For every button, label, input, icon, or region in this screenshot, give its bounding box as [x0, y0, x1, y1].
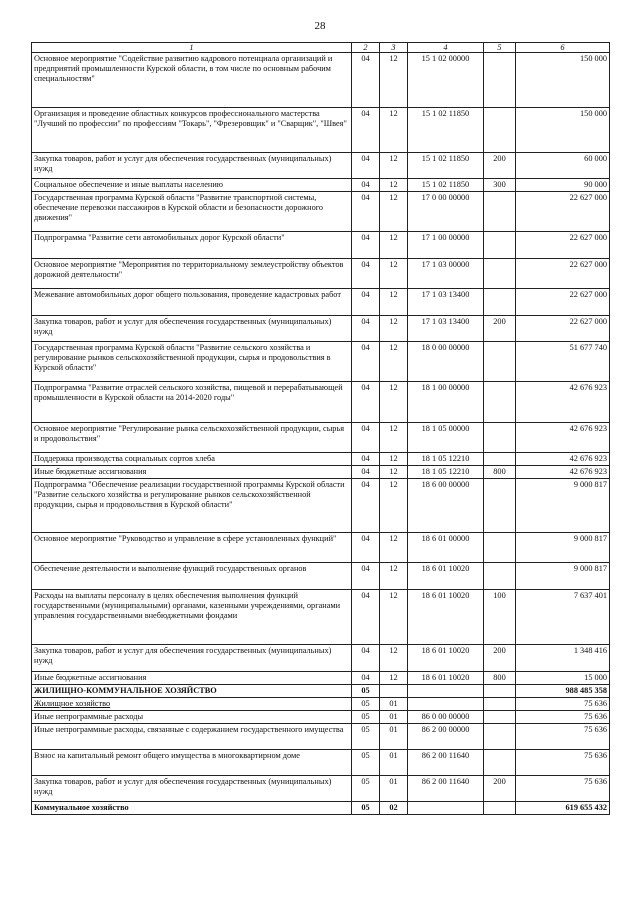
row-section: 04 — [352, 192, 380, 232]
row-name: Поддержка производства социальных сортов хлеба — [32, 453, 352, 466]
row-target-article — [408, 802, 484, 815]
row-target-article: 86 2 00 11640 — [408, 776, 484, 802]
row-amount: 22 627 000 — [516, 259, 610, 289]
row-subsection: 01 — [380, 724, 408, 750]
row-name: Межевание автомобильных дорог общего пользования, проведение кадастровых работ — [32, 289, 352, 316]
row-section: 04 — [352, 563, 380, 590]
header-col-3: 3 — [380, 43, 408, 53]
row-name: Иные непрограммные расходы — [32, 711, 352, 724]
row-amount: 150 000 — [516, 108, 610, 153]
row-expense-type — [484, 232, 516, 259]
row-amount: 22 627 000 — [516, 316, 610, 342]
table-row — [32, 711, 610, 724]
row-name: Подпрограмма "Развитие сети автомобильных дорог Курской области" — [32, 232, 352, 259]
header-col-1: 1 — [32, 43, 352, 53]
table-row — [32, 453, 610, 466]
row-expense-type: 300 — [484, 179, 516, 192]
row-target-article: 17 0 00 00000 — [408, 192, 484, 232]
row-expense-type — [484, 342, 516, 382]
row-section: 04 — [352, 259, 380, 289]
table-row — [32, 645, 610, 672]
row-amount: 75 636 — [516, 724, 610, 750]
row-section: 05 — [352, 776, 380, 802]
budget-table — [31, 42, 610, 815]
row-section: 04 — [352, 316, 380, 342]
row-expense-type — [484, 259, 516, 289]
row-amount: 75 636 — [516, 776, 610, 802]
row-name: Основное мероприятие "Руководство и управление в сфере установленных функций" — [32, 533, 352, 563]
row-target-article: 86 0 00 00000 — [408, 711, 484, 724]
row-target-article: 17 1 00 00000 — [408, 232, 484, 259]
row-subsection: 02 — [380, 802, 408, 815]
table-row — [32, 802, 610, 815]
table-row — [32, 533, 610, 563]
table-row — [32, 53, 610, 108]
table-row — [32, 750, 610, 776]
row-section: 04 — [352, 466, 380, 479]
row-subsection: 01 — [380, 711, 408, 724]
row-subsection: 12 — [380, 479, 408, 533]
row-expense-type — [484, 698, 516, 711]
row-target-article: 18 6 01 10020 — [408, 645, 484, 672]
row-expense-type — [484, 724, 516, 750]
table-row — [32, 259, 610, 289]
row-expense-type: 200 — [484, 645, 516, 672]
table-row — [32, 316, 610, 342]
row-name: Основное мероприятие "Мероприятия по территориальному землеустройству объектов дорожной деятельности" — [32, 259, 352, 289]
row-section: 04 — [352, 382, 380, 423]
row-target-article — [408, 685, 484, 698]
row-amount: 22 627 000 — [516, 192, 610, 232]
table-row — [32, 466, 610, 479]
row-subsection: 12 — [380, 259, 408, 289]
row-target-article: 17 1 03 13400 — [408, 316, 484, 342]
row-amount: 150 000 — [516, 53, 610, 108]
row-subsection: 12 — [380, 533, 408, 563]
row-section: 04 — [352, 533, 380, 563]
table-row — [32, 382, 610, 423]
row-section: 04 — [352, 53, 380, 108]
row-expense-type: 200 — [484, 153, 516, 179]
row-section: 04 — [352, 232, 380, 259]
row-amount: 7 637 401 — [516, 590, 610, 645]
row-target-article: 18 6 00 00000 — [408, 479, 484, 533]
row-target-article: 18 6 01 10020 — [408, 563, 484, 590]
row-target-article — [408, 698, 484, 711]
row-amount: 75 636 — [516, 750, 610, 776]
row-expense-type — [484, 711, 516, 724]
page-number: 28 — [314, 20, 326, 32]
row-subsection: 12 — [380, 179, 408, 192]
row-subsection: 12 — [380, 590, 408, 645]
row-target-article: 17 1 03 13400 — [408, 289, 484, 316]
row-name: Подпрограмма "Развитие отраслей сельского хозяйства, пищевой и перерабатывающей промышленности в Курской области на 2014-2020 годы" — [32, 382, 352, 423]
row-target-article: 18 6 01 10020 — [408, 590, 484, 645]
row-amount: 9 000 817 — [516, 563, 610, 590]
row-amount: 60 000 — [516, 153, 610, 179]
row-amount: 42 676 923 — [516, 382, 610, 423]
table-row — [32, 108, 610, 153]
row-subsection: 12 — [380, 108, 408, 153]
row-section: 05 — [352, 802, 380, 815]
row-section: 05 — [352, 724, 380, 750]
table-row — [32, 289, 610, 316]
row-section: 05 — [352, 698, 380, 711]
row-target-article: 18 0 00 00000 — [408, 342, 484, 382]
row-name: Организация и проведение областных конкурсов профессионального мастерства "Лучший по профессии" по профессиям "Токарь", "Фрезеровщик" и "Сварщик", "Швея" — [32, 108, 352, 153]
row-expense-type — [484, 192, 516, 232]
row-name: Государственная программа Курской области "Развитие сельского хозяйства и регулирование рынков сельскохозяйственной продукции, сырья и продовольствия в Курской области" — [32, 342, 352, 382]
row-name: Жилищное хозяйство — [32, 698, 352, 711]
row-section: 04 — [352, 342, 380, 382]
row-section: 04 — [352, 479, 380, 533]
row-target-article: 15 1 02 11850 — [408, 179, 484, 192]
row-target-article: 86 2 00 00000 — [408, 724, 484, 750]
row-subsection — [380, 685, 408, 698]
row-name: Иные бюджетные ассигнования — [32, 672, 352, 685]
row-amount: 15 000 — [516, 672, 610, 685]
row-section: 04 — [352, 590, 380, 645]
row-amount: 90 000 — [516, 179, 610, 192]
row-section: 04 — [352, 289, 380, 316]
row-expense-type — [484, 802, 516, 815]
row-name: Социальное обеспечение и иные выплаты населению — [32, 179, 352, 192]
row-amount: 75 636 — [516, 698, 610, 711]
row-expense-type — [484, 685, 516, 698]
row-target-article: 18 1 05 00000 — [408, 423, 484, 453]
table-row — [32, 698, 610, 711]
row-name: Обеспечение деятельности и выполнение функций государственных органов — [32, 563, 352, 590]
row-target-article: 18 6 01 10020 — [408, 672, 484, 685]
header-col-4: 4 — [408, 43, 484, 53]
row-section: 04 — [352, 453, 380, 466]
row-name: Закупка товаров, работ и услуг для обеспечения государственных (муниципальных) нужд — [32, 153, 352, 179]
row-expense-type: 200 — [484, 316, 516, 342]
row-expense-type — [484, 453, 516, 466]
table-row — [32, 563, 610, 590]
row-amount: 42 676 923 — [516, 423, 610, 453]
row-target-article: 86 2 00 11640 — [408, 750, 484, 776]
row-expense-type: 200 — [484, 776, 516, 802]
table-row — [32, 179, 610, 192]
row-subsection: 12 — [380, 53, 408, 108]
row-amount: 75 636 — [516, 711, 610, 724]
row-target-article: 15 1 02 00000 — [408, 53, 484, 108]
row-expense-type — [484, 423, 516, 453]
row-subsection: 12 — [380, 192, 408, 232]
header-col-5: 5 — [484, 43, 516, 53]
row-subsection: 12 — [380, 382, 408, 423]
row-expense-type — [484, 533, 516, 563]
row-target-article: 15 1 02 11850 — [408, 108, 484, 153]
row-amount: 988 485 358 — [516, 685, 610, 698]
row-section: 04 — [352, 672, 380, 685]
row-section: 05 — [352, 711, 380, 724]
row-section: 04 — [352, 153, 380, 179]
row-name: Закупка товаров, работ и услуг для обеспечения государственных (муниципальных) нужд — [32, 645, 352, 672]
row-expense-type — [484, 289, 516, 316]
row-subsection: 12 — [380, 466, 408, 479]
table-row — [32, 590, 610, 645]
row-target-article: 15 1 02 11850 — [408, 153, 484, 179]
row-subsection: 01 — [380, 698, 408, 711]
row-amount: 619 655 432 — [516, 802, 610, 815]
row-name: ЖИЛИЩНО-КОММУНАЛЬНОЕ ХОЗЯЙСТВО — [32, 685, 352, 698]
table-row — [32, 423, 610, 453]
table-body — [32, 53, 610, 815]
row-target-article: 18 1 00 00000 — [408, 382, 484, 423]
row-target-article: 18 1 05 12210 — [408, 466, 484, 479]
row-name: Основное мероприятие "Содействие развитию кадрового потенциала организаций и предприятий промышленности Курской области, в том числе по основным рабочим специальностям" — [32, 53, 352, 108]
row-name: Взнос на капитальный ремонт общего имущества в многоквартирном доме — [32, 750, 352, 776]
row-name: Иные непрограммные расходы, связанные с содержанием государственного имущества — [32, 724, 352, 750]
row-expense-type — [484, 53, 516, 108]
row-amount: 22 627 000 — [516, 289, 610, 316]
row-target-article: 17 1 03 00000 — [408, 259, 484, 289]
row-subsection: 12 — [380, 423, 408, 453]
row-subsection: 12 — [380, 289, 408, 316]
row-target-article: 18 6 01 00000 — [408, 533, 484, 563]
row-expense-type — [484, 563, 516, 590]
row-amount: 42 676 923 — [516, 466, 610, 479]
row-name: Закупка товаров, работ и услуг для обеспечения государственных (муниципальных) нужд — [32, 316, 352, 342]
row-subsection: 12 — [380, 342, 408, 382]
row-subsection: 12 — [380, 563, 408, 590]
row-name: Государственная программа Курской области "Развитие транспортной системы, обеспечение перевозки пассажиров в Курской области и безопасности дорожного движения" — [32, 192, 352, 232]
row-subsection: 12 — [380, 645, 408, 672]
table-row — [32, 776, 610, 802]
row-expense-type — [484, 382, 516, 423]
table-row — [32, 685, 610, 698]
row-section: 04 — [352, 179, 380, 192]
row-name: Подпрограмма "Обеспечение реализации государственной программы Курской области "Развитие сельского хозяйства и регулирование рынков сельскохозяйственной продукции, сырья и продовольствия в Курской области" — [32, 479, 352, 533]
table-row — [32, 232, 610, 259]
row-subsection: 01 — [380, 776, 408, 802]
row-subsection: 12 — [380, 453, 408, 466]
table-row — [32, 672, 610, 685]
row-name: Коммунальное хозяйство — [32, 802, 352, 815]
table-row — [32, 724, 610, 750]
row-subsection: 12 — [380, 316, 408, 342]
row-section: 04 — [352, 108, 380, 153]
row-amount: 22 627 000 — [516, 232, 610, 259]
table-row — [32, 342, 610, 382]
row-expense-type — [484, 108, 516, 153]
row-amount: 1 348 416 — [516, 645, 610, 672]
row-expense-type — [484, 479, 516, 533]
header-col-6: 6 — [516, 43, 610, 53]
row-expense-type: 800 — [484, 466, 516, 479]
row-subsection: 12 — [380, 153, 408, 179]
table-row — [32, 153, 610, 179]
row-expense-type — [484, 750, 516, 776]
row-expense-type: 100 — [484, 590, 516, 645]
row-name: Иные бюджетные ассигнования — [32, 466, 352, 479]
row-target-article: 18 1 05 12210 — [408, 453, 484, 466]
table-row — [32, 479, 610, 533]
row-amount: 9 000 817 — [516, 479, 610, 533]
row-subsection: 12 — [380, 672, 408, 685]
row-expense-type: 800 — [484, 672, 516, 685]
row-section: 04 — [352, 423, 380, 453]
row-subsection: 01 — [380, 750, 408, 776]
row-name: Расходы на выплаты персоналу в целях обеспечения выполнения функций государственными (муниципальными) органами, казенными учреждениями, органами управления государственными внебюджетными фондами — [32, 590, 352, 645]
table-header-row — [32, 43, 610, 53]
table-row — [32, 192, 610, 232]
row-name: Закупка товаров, работ и услуг для обеспечения государственных (муниципальных) нужд — [32, 776, 352, 802]
header-col-2: 2 — [352, 43, 380, 53]
row-section: 04 — [352, 645, 380, 672]
row-amount: 9 000 817 — [516, 533, 610, 563]
row-section: 05 — [352, 750, 380, 776]
row-amount: 51 677 740 — [516, 342, 610, 382]
row-name: Основное мероприятие "Регулирование рынка сельскохозяйственной продукции, сырья и продовольствия" — [32, 423, 352, 453]
row-section: 05 — [352, 685, 380, 698]
row-amount: 42 676 923 — [516, 453, 610, 466]
row-subsection: 12 — [380, 232, 408, 259]
